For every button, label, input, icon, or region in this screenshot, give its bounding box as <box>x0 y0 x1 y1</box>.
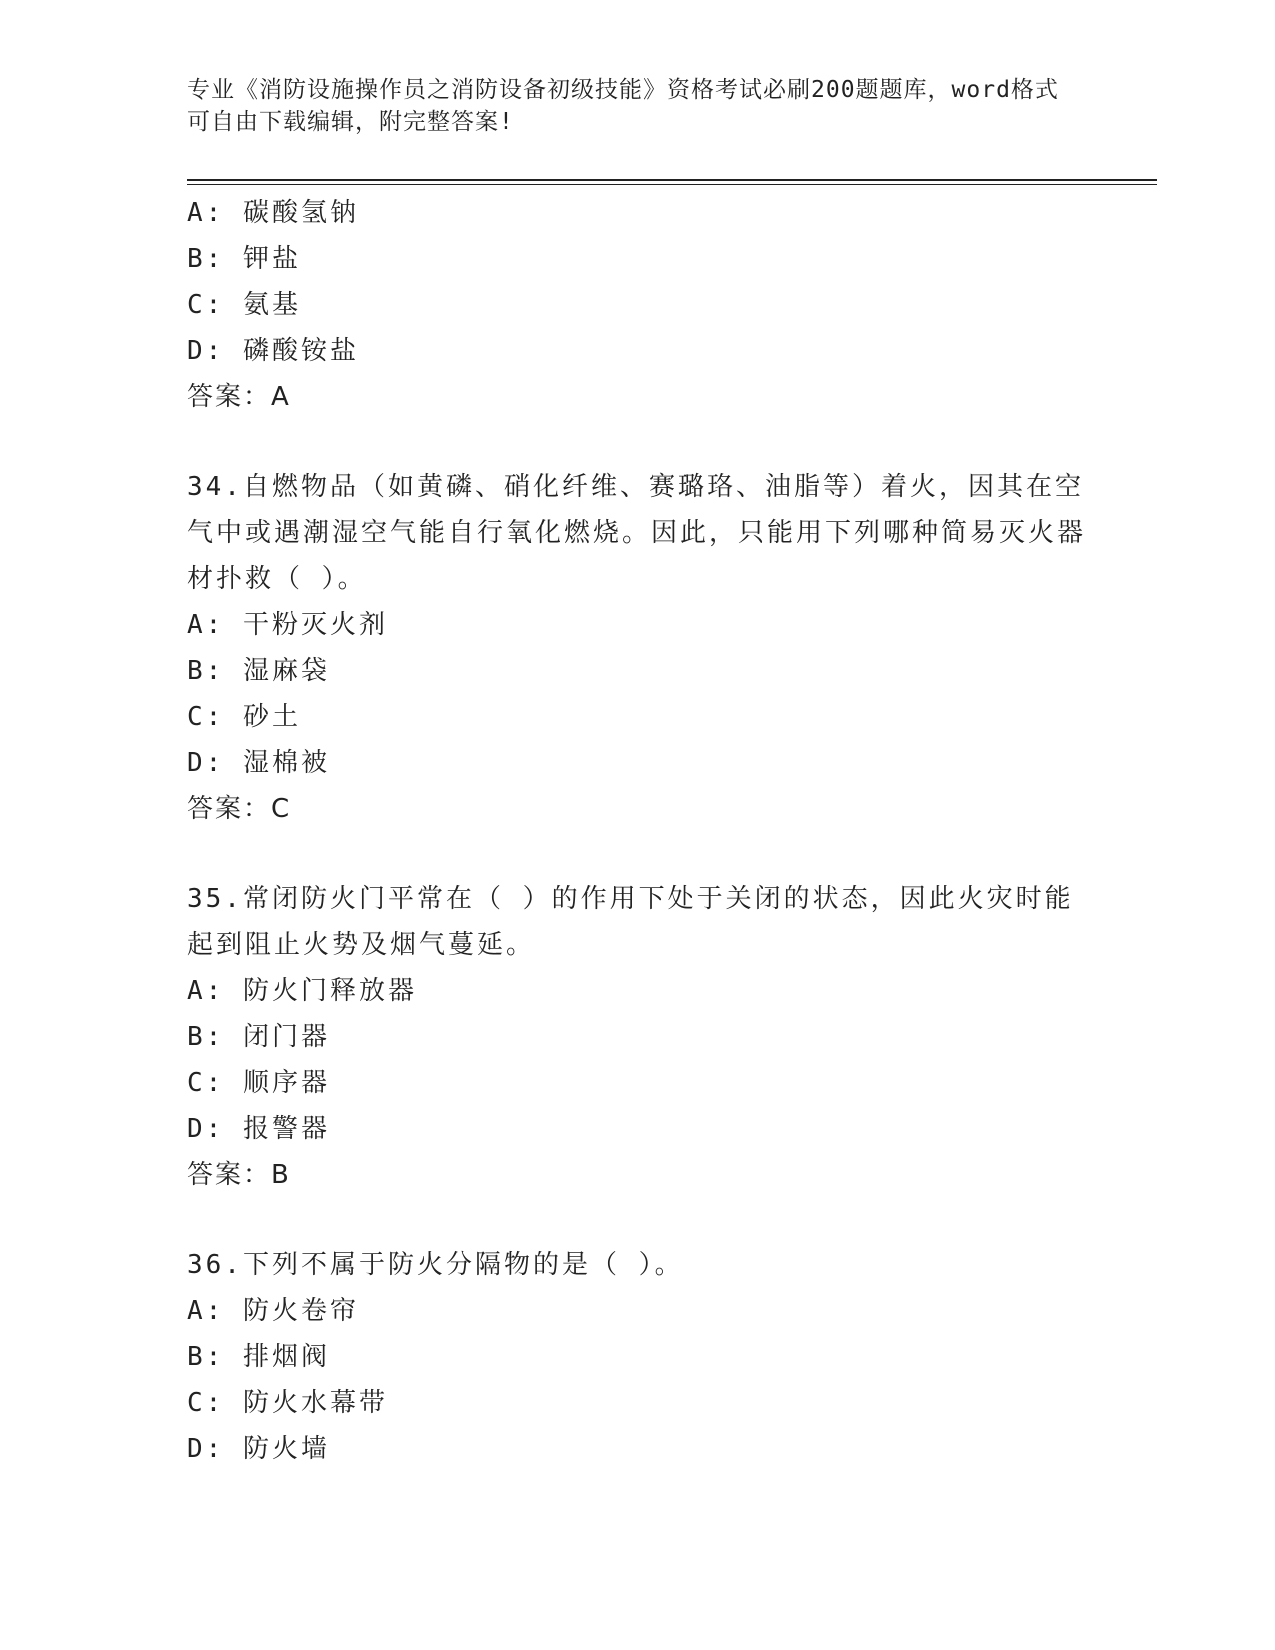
question-block-33 <box>187 190 1087 420</box>
option-b: B: 排烟阀 <box>187 1342 330 1372</box>
option-c: C: 砂土 <box>187 702 301 732</box>
question-block-34 <box>187 464 1087 832</box>
question-text: 36.下列不属于防火分隔物的是（ ）。 <box>187 1250 684 1280</box>
option-b: B: 湿麻袋 <box>187 656 330 686</box>
question-text: 35.常闭防火门平常在（ ）的作用下处于关闭的状态，因此火灾时能起到阻止火势及烟气蔓延。 <box>187 884 1074 960</box>
answer-line: 答案：A <box>187 382 291 412</box>
option-a: A: 防火门释放器 <box>187 976 417 1006</box>
option-d: D: 磷酸铵盐 <box>187 336 359 366</box>
option-b: B: 闭门器 <box>187 1022 330 1052</box>
option-d: D: 报警器 <box>187 1114 330 1144</box>
option-c: C: 防火水幕带 <box>187 1388 388 1418</box>
option-d: D: 湿棉被 <box>187 748 330 778</box>
option-a: A: 碳酸氢钠 <box>187 198 359 228</box>
answer-line: 答案：C <box>187 794 292 824</box>
option-a: A: 干粉灭火剂 <box>187 610 388 640</box>
header-divider-thick <box>187 179 1157 181</box>
option-d: D: 防火墙 <box>187 1434 330 1464</box>
option-b: B: 钾盐 <box>187 244 301 274</box>
option-c: C: 氨基 <box>187 290 301 320</box>
option-c: C: 顺序器 <box>187 1068 330 1098</box>
document-header: 专业《消防设施操作员之消防设备初级技能》资格考试必刷200题题库，word格式可自由下载编辑，附完整答案! <box>187 77 1059 135</box>
answer-line: 答案：B <box>187 1160 291 1190</box>
question-text: 34.自燃物品（如黄磷、硝化纤维、赛璐珞、油脂等）着火，因其在空气中或遇潮湿空气能自行氧化燃烧。因此，只能用下列哪种简易灭火器材扑救（ ）。 <box>187 472 1087 594</box>
question-block-36 <box>187 1242 1087 1472</box>
question-list <box>187 190 1087 1472</box>
header-divider-thin <box>187 184 1157 185</box>
option-a: A: 防火卷帘 <box>187 1296 359 1326</box>
question-block-35 <box>187 876 1087 1198</box>
